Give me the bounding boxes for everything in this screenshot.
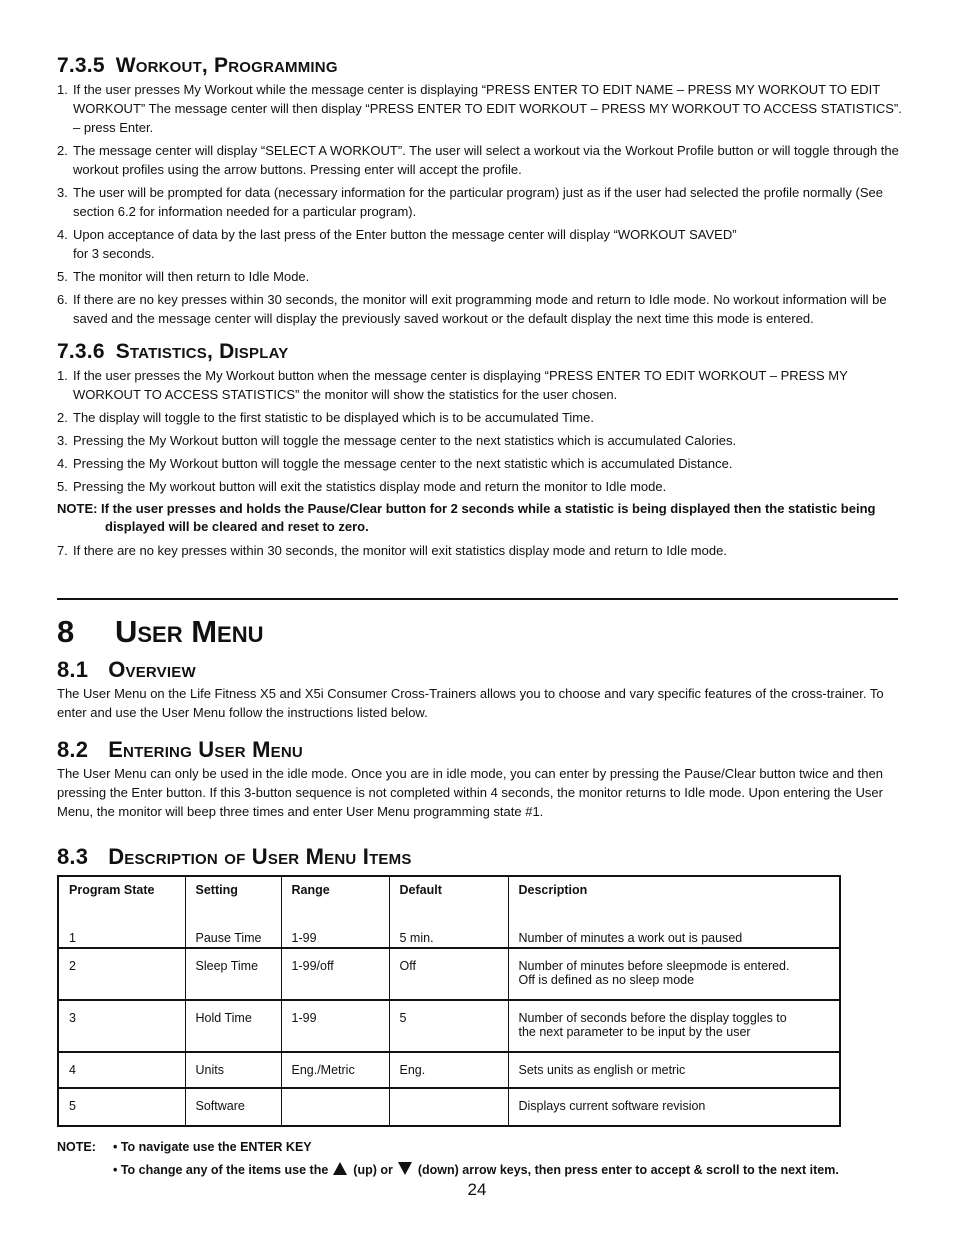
section-divider: [57, 598, 898, 600]
manual-page: [57, 52, 905, 1178]
statistics-display-list-cont: [57, 541, 905, 560]
section-7-3-6-heading: 7.3.6 Statistics, Display: [57, 340, 289, 363]
section-8-3-heading: 8.3 Description of User Menu Items: [57, 844, 412, 869]
user-menu-table: [57, 875, 841, 1127]
list-item: 3. Pressing the My Workout button will toggle the message center to the next statistics which is accumulated Calories.: [57, 433, 737, 448]
table-row: 2 Sleep Time 1-99/off Off Number of minutes before sleepmode is entered. Off is defined as no sleep mode: [58, 948, 840, 1000]
list-item: 1. If the user presses the My Workout button when the message center is displaying “PRESS ENTER TO EDIT WORKOUT – PRESS MY WORKOUT TO ACCESS STATISTICS” the monitor will show the statistics for the user chosen.: [57, 368, 848, 402]
statistics-display-list: [57, 366, 905, 496]
column-header: Default: [389, 876, 508, 905]
list-item: 4. Pressing the My Workout button will toggle the message center to the next statistic which is accumulated Distance.: [57, 456, 733, 471]
overview-text: The User Menu on the Life Fitness X5 and X5i Consumer Cross-Trainers allows you to choose and vary specific features of the cross-trainer. To enter and use the User Menu follow the instructions listed below.: [57, 686, 884, 720]
list-item: 1. If the user presses My Workout while the message center is displaying “PRESS ENTER TO EDIT NAME – PRESS MY WORKOUT TO EDIT WORKOUT” The message center will then display “PRESS ENTER TO EDIT WORKOUT – PRESS MY WORKOUT TO ACCESS STATISTICS”. – press Enter.: [57, 82, 902, 135]
section-8-1-heading: 8.1 Overview: [57, 657, 196, 682]
list-item: 3. The user will be prompted for data (necessary information for the particular program) just as if the user had selected the profile normally (See section 6.2 for information needed for a particular program).: [57, 185, 883, 219]
column-header: Setting: [185, 876, 281, 905]
table-note: NOTE: • To navigate use the ENTER KEY • To change any of the items use the (up) or (down) arrow keys, then press enter to accept & scroll to the next item.: [57, 1140, 839, 1177]
table-row: 4 Units Eng./Metric Eng. Sets units as english or metric: [58, 1052, 840, 1088]
column-header: Program State: [69, 883, 155, 897]
table-header-row: [58, 876, 840, 905]
table-row: 5 Software Displays current software revision: [58, 1088, 840, 1126]
table-row: 1 Pause Time 1-99 5 min. Number of minutes a work out is paused: [58, 905, 840, 948]
list-item: 6. If there are no key presses within 30 seconds, the monitor will exit programming mode and return to Idle mode. No workout information will be saved and the message center will display the previously saved workout or the default display the next time this mode is entered.: [57, 292, 887, 326]
section-8-2-heading: 8.2 Entering User Menu: [57, 737, 303, 762]
up-arrow-icon: [333, 1162, 347, 1175]
statistics-note: NOTE: If the user presses and holds the Pause/Clear button for 2 seconds while a statistic is being displayed then the statistic being displayed will be cleared and reset to zero.: [57, 501, 876, 534]
chapter-8-heading: 8 User Menu: [57, 614, 264, 649]
entering-menu-text: The User Menu can only be used in the idle mode. Once you are in idle mode, you can enter by pressing the Pause/Clear button twice and then pressing the Enter button. If this 3-button sequence is not completed within 4 seconds, the monitor returns to Idle mode. Upon entering the User Menu, the monitor will beep three times and enter User Menu programming state #1.: [57, 766, 883, 819]
page-number: 24: [467, 1180, 487, 1199]
table-row: 3 Hold Time 1-99 5 Number of seconds before the display toggles to the next parameter to be input by the user: [58, 1000, 840, 1052]
column-header: Range: [281, 876, 389, 905]
workout-programming-list: [57, 80, 905, 328]
list-item: 4. Upon acceptance of data by the last press of the Enter button the message center will display “WORKOUT SAVED” for 3 seconds.: [57, 227, 737, 261]
list-item: 2. The display will toggle to the first statistic to be displayed which is to be accumulated Time.: [57, 410, 594, 425]
list-item: 5. Pressing the My workout button will exit the statistics display mode and return the monitor to Idle mode.: [57, 479, 667, 494]
down-arrow-icon: [398, 1162, 412, 1175]
section-7-3-5-heading: 7.3.5 Workout, Programming: [57, 54, 338, 77]
list-item: 7. If there are no key presses within 30 seconds, the monitor will exit statistics display mode and return to Idle mode.: [57, 543, 727, 558]
list-item: 5. The monitor will then return to Idle Mode.: [57, 269, 310, 284]
list-item: 2. The message center will display “SELECT A WORKOUT”. The user will select a workout via the Workout Profile button or will toggle through the workout profiles using the arrow buttons. Pressing enter will accept the profile.: [57, 143, 899, 177]
column-header: Description: [508, 876, 840, 905]
